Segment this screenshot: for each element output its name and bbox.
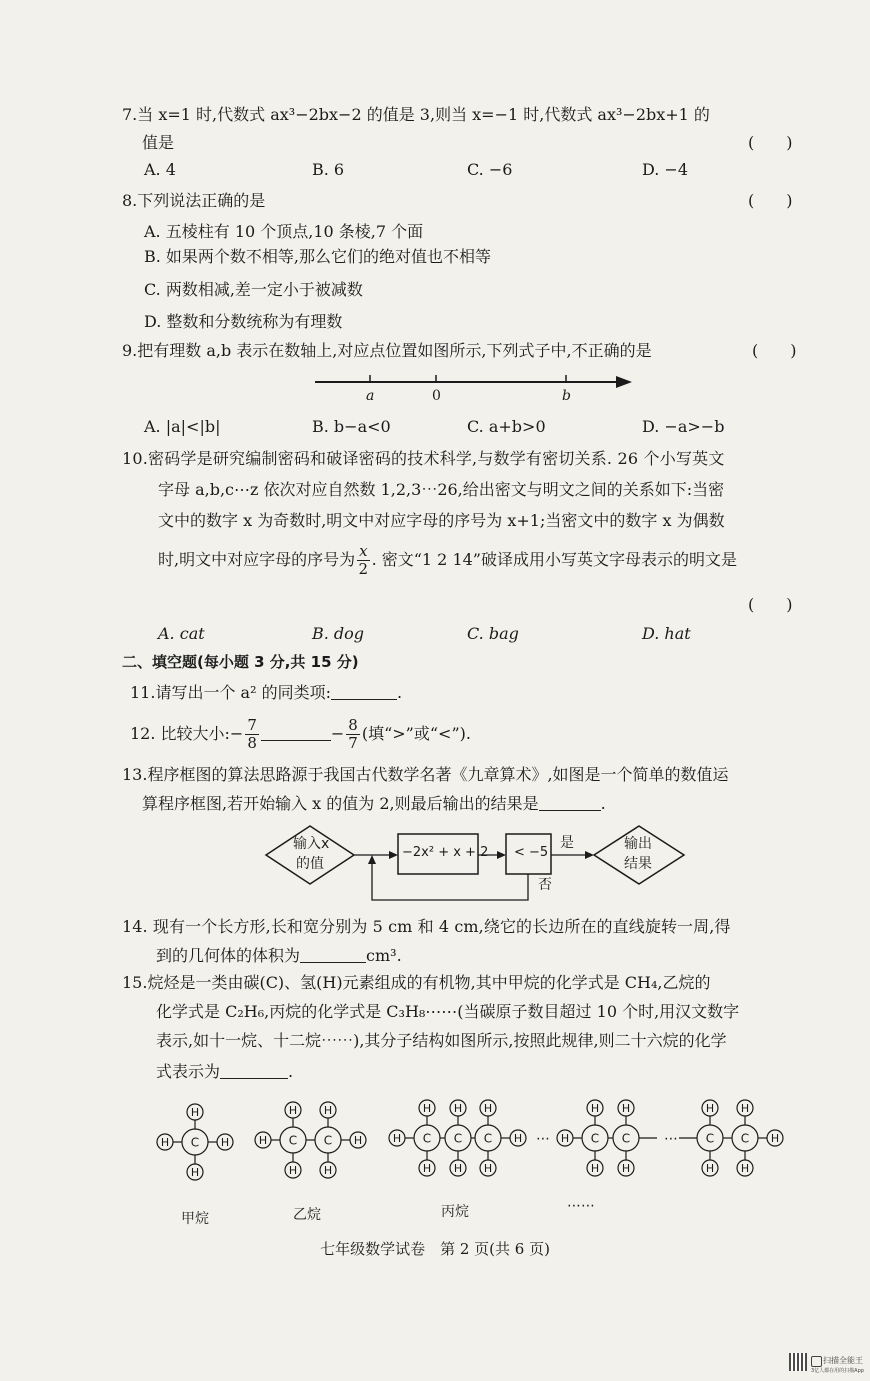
axis-label-a: a [366,388,375,404]
alkane-m-hydrogen-bottom [702,1160,718,1176]
svg-text:H: H [323,1103,333,1117]
svg-text:H: H [740,1161,750,1175]
flow-no-label: 否 [538,877,552,893]
propane-carbon [445,1125,471,1151]
q15-line2: 化学式是 C₂H₆,丙烷的化学式是 C₃H₈⋯⋯(当碳原子数目超过 10 个时,用汉文数字 [156,1002,740,1021]
q11-text: 11.请写出一个 a² 的同类项: [130,683,331,702]
alkane-m-hydrogen-top [737,1100,753,1116]
methane-hydrogen-right [217,1134,233,1150]
svg-text:H: H [621,1161,631,1175]
ethane-carbon [315,1127,341,1153]
q11-line [130,682,402,704]
alkane-n-hydrogen-top [587,1100,603,1116]
q7-option-b: B. 6 [312,160,345,179]
alkane-structures [150,1090,800,1190]
q11-period: . [396,683,403,702]
svg-text:H: H [740,1101,750,1115]
svg-text:H: H [220,1135,230,1149]
scanner-app-icon [811,1356,822,1367]
alkane-n-carbon [582,1125,608,1151]
svg-text:H: H [770,1131,780,1145]
q9-option-b: B. b−a<0 [312,417,391,436]
svg-text:H: H [621,1101,631,1115]
q15-line1: 15.烷烃是一类由碳(C)、氢(H)元素组成的有机物,其中甲烷的化学式是 CH₄,乙烷的 [122,973,711,992]
q10-line4-start: 时,明文中对应字母的序号为 [158,550,356,569]
flow-yes-label: 是 [560,835,574,851]
alkane-m-hydrogen-top [702,1100,718,1116]
q8-option-a: A. 五棱柱有 10 个顶点,10 条棱,7 个面 [144,222,424,241]
q15-line4 [156,1061,293,1083]
propane-hydrogen-top [419,1100,435,1116]
propane-hydrogen-top [480,1100,496,1116]
methane-hydrogen-top [187,1104,203,1120]
svg-text:C: C [323,1133,333,1148]
q13-line2-text: 算程序框图,若开始输入 x 的值为 2,则最后输出的结果是 [142,794,539,813]
propane-hydrogen-top [450,1100,466,1116]
q7-line1: 7.当 x=1 时,代数式 ax³−2bx−2 的值是 3,则当 x=−1 时,代数式 ax³−2bx+1 的 [122,105,710,124]
svg-text:H: H [353,1133,363,1147]
svg-text:H: H [160,1135,170,1149]
svg-text:H: H [392,1131,402,1145]
number-line [310,368,640,408]
q13-answer-blank[interactable] [539,794,601,811]
q7-answer-paren: ( ) [748,133,793,152]
alkane-n-hydrogen-left [557,1130,573,1146]
methane-hydrogen-left [157,1134,173,1150]
q15-period: . [288,1062,294,1081]
propane-hydrogen-bottom [450,1160,466,1176]
more-alkanes-ellipsis: ⋯⋯ [567,1198,595,1214]
q9-answer-paren: ( ) [752,341,797,360]
methane-label: 甲烷 [181,1211,209,1227]
q10-line3: 文中的数字 x 为奇数时,明文中对应字母的序号为 x+1;当密文中的数字 x 为偶数 [158,511,725,530]
q13-line1: 13.程序框图的算法思路源于我国古代数学名著《九章算术》,如图是一个简单的数值运 [122,765,729,784]
svg-text:C: C [453,1131,463,1146]
svg-text:C: C [590,1131,600,1146]
q12-hint: (填“>”或“<”). [361,724,471,743]
fraction-denominator: 2 [358,560,369,578]
q9-option-d: D. −a>−b [642,417,725,436]
ethane-carbon [280,1127,306,1153]
fraction-denominator: 8 [247,734,257,752]
svg-text:H: H [483,1101,493,1115]
q10-line1: 10.密码学是研究编制密码和破译密码的技术科学,与数学有密切关系. 26 个小写英文 [122,449,725,468]
svg-text:C: C [621,1131,631,1146]
axis-label-zero: 0 [432,388,441,404]
ethane-hydrogen-top [285,1102,301,1118]
axis-label-b: b [562,388,571,404]
page-footer: 七年级数学试卷 第 2 页(共 6 页) [320,1240,550,1258]
propane-hydrogen-right [510,1130,526,1146]
fraction-numerator: 8 [348,716,358,734]
flow-input-label-2: 的值 [296,856,324,872]
svg-text:C: C [288,1133,298,1148]
svg-text:C: C [190,1135,200,1150]
q8-option-b: B. 如果两个数不相等,那么它们的绝对值也不相等 [144,247,492,266]
q14-line1: 14. 现有一个长方形,长和宽分别为 5 cm 和 4 cm,绕它的长边所在的直线旋转一周,得 [122,917,731,936]
q9-option-a: A. |a|<|b| [144,417,221,436]
flow-formula: −2x² + x + 2 [402,845,489,860]
svg-text:H: H [190,1105,200,1119]
fraction-denominator: 7 [348,734,358,752]
svg-text:C: C [705,1131,715,1146]
propane-hydrogen-bottom [480,1160,496,1176]
q13-line2 [142,793,606,815]
svg-text:H: H [705,1161,715,1175]
q7-option-c: C. −6 [467,160,513,179]
q14-unit: cm³. [366,946,402,965]
q14-line2-text: 到的几何体的体积为 [156,946,301,965]
q12-line [130,712,471,756]
svg-text:H: H [513,1131,523,1145]
q12-text: 12. 比较大小:− [130,724,244,743]
svg-text:H: H [560,1131,570,1145]
svg-text:H: H [705,1101,715,1115]
q10-option-d: D. hat [642,624,691,643]
ethane-hydrogen-top [320,1102,336,1118]
svg-text:C: C [422,1131,432,1146]
fraction-numerator: 7 [247,716,257,734]
x-over-2-fraction [357,543,369,578]
q10-option-c: C. bag [467,624,519,643]
q8-stem: 8.下列说法正确的是 [122,191,266,210]
alkane-m-hydrogen-right [767,1130,783,1146]
q14-line2 [156,945,402,967]
q9-stem: 9.把有理数 a,b 表示在数轴上,对应点位置如图所示,下列式子中,不正确的是 [122,341,652,360]
fraction-8-7 [346,717,360,752]
methane-carbon [182,1129,208,1155]
alkane-n-hydrogen-bottom [618,1160,634,1176]
svg-text:H: H [453,1101,463,1115]
watermark-brand: 扫描全能王 [823,1356,863,1365]
q12-answer-blank[interactable] [261,724,331,741]
chain-ellipsis-1: ⋯ [536,1131,550,1147]
alkane-n-hydrogen-bottom [587,1160,603,1176]
chain-ellipsis-2: ⋯ [664,1131,678,1147]
q8-option-c: C. 两数相减,差一定小于被减数 [144,280,363,299]
alkane-n-hydrogen-top [618,1100,634,1116]
svg-text:C: C [740,1131,750,1146]
watermark-subtitle: 3亿人都在用的扫描App [811,1368,864,1374]
section-2-title: 二、填空题(每小题 3 分,共 15 分) [122,653,359,671]
q7-line2: 值是 [142,133,175,152]
q15-line3: 表示,如十一烷、十二烷⋯⋯),其分子结构如图所示,按照此规律,则二十六烷的化学 [156,1031,727,1050]
q10-option-a: A. cat [158,624,205,643]
flow-condition: < −5 [514,845,549,860]
q15-answer-blank[interactable] [220,1062,288,1079]
ethane-label: 乙烷 [293,1207,321,1223]
q14-answer-blank[interactable] [300,946,366,963]
q7-option-a: A. 4 [144,160,176,179]
alkane-m-hydrogen-bottom [737,1160,753,1176]
ethane-hydrogen-bottom [285,1162,301,1178]
svg-text:H: H [590,1161,600,1175]
fraction-numerator: x [359,542,368,560]
svg-text:H: H [258,1133,268,1147]
q10-line2: 字母 a,b,c⋯z 依次对应自然数 1,2,3⋯26,给出密文与明文之间的关系如下:当密 [158,480,725,499]
svg-text:H: H [483,1161,493,1175]
flow-output-label-2: 结果 [624,856,652,872]
ethane-hydrogen-left [255,1132,271,1148]
q15-line4-text: 式表示为 [156,1062,221,1081]
q10-line4-end: . 密文“1 2 14”破译成用小写英文字母表示的明文是 [371,550,737,569]
propane-hydrogen-bottom [419,1160,435,1176]
alkane-n-carbon [613,1125,639,1151]
q10-line4 [158,540,737,580]
svg-text:H: H [288,1163,298,1177]
svg-text:H: H [288,1103,298,1117]
svg-text:H: H [422,1161,432,1175]
propane-hydrogen-left [389,1130,405,1146]
methane-hydrogen-bottom [187,1164,203,1180]
q8-answer-paren: ( ) [748,191,793,210]
svg-text:H: H [190,1165,200,1179]
propane-carbon [475,1125,501,1151]
q7-option-d: D. −4 [642,160,689,179]
q9-option-c: C. a+b>0 [467,417,546,436]
q13-period: . [600,794,606,813]
flow-input-label-1: 输入x [293,836,330,852]
ethane-hydrogen-bottom [320,1162,336,1178]
flow-output-label-1: 输出 [624,836,652,852]
qr-code-icon [789,1353,807,1371]
q10-option-b: B. dog [312,624,365,643]
propane-carbon [414,1125,440,1151]
svg-text:H: H [590,1101,600,1115]
q10-answer-paren: ( ) [748,595,793,614]
ethane-hydrogen-right [350,1132,366,1148]
alkane-m-carbon [732,1125,758,1151]
svg-text:H: H [323,1163,333,1177]
q8-option-d: D. 整数和分数统称为有理数 [144,312,343,331]
svg-text:C: C [483,1131,493,1146]
svg-text:H: H [422,1101,432,1115]
alkane-m-carbon [697,1125,723,1151]
q12-minus: − [330,724,345,743]
q11-answer-blank[interactable] [331,683,397,700]
propane-label: 丙烷 [441,1204,469,1220]
svg-text:H: H [453,1161,463,1175]
fraction-7-8 [245,717,259,752]
